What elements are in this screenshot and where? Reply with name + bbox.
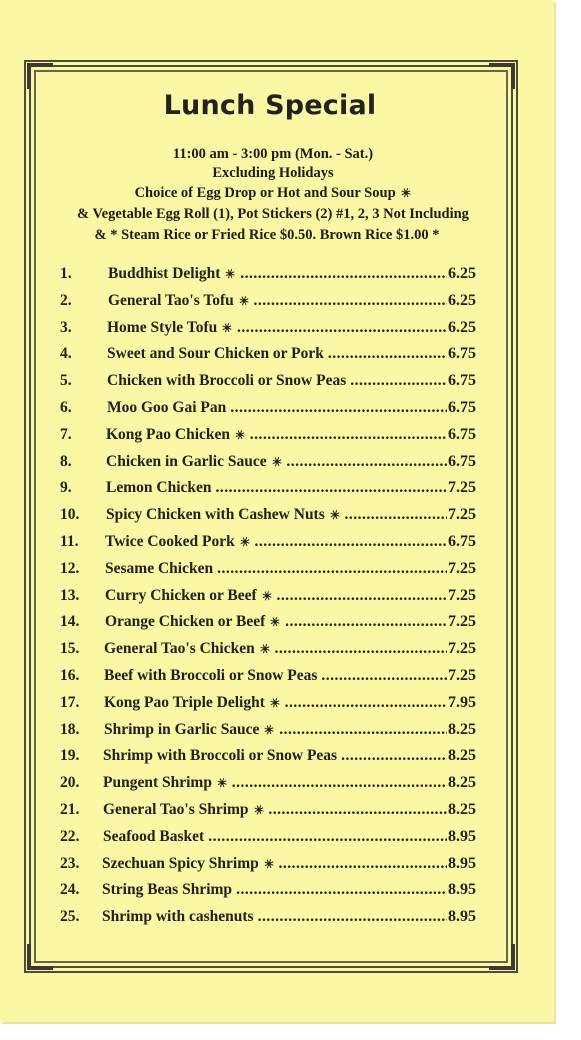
menu-item-line [106,506,476,528]
menu-item-price: 7.25 [448,586,476,604]
menu-item-name: Chicken with Broccoli or Snow Peas [107,372,347,390]
hours-line: 11:00 am - 3:00 pm (Mon. - Sat.) [172,146,374,162]
dot-leader [236,881,447,899]
menu-item [0,372,540,394]
dot-leader [268,801,447,819]
menu-item-line [107,399,476,421]
menu-item [0,640,540,662]
dot-leader [237,319,447,337]
menu-item-line [104,667,476,689]
menu-item-number: 6. [60,399,72,416]
menu-item [0,828,540,850]
hot-pepper-icon: ☀ [267,694,283,712]
menu-item-price: 8.95 [448,854,476,872]
menu-item-price: 6.25 [448,265,476,282]
menu-item-line [106,426,476,448]
menu-item-line [103,747,476,769]
menu-item-name: Seafood Basket [103,827,205,845]
menu-item-number: 11. [60,533,79,550]
menu-item-number: 19. [60,747,80,765]
menu-item-price: 6.75 [448,425,476,443]
menu-item-number: 9. [60,479,72,497]
menu-item-line [107,345,476,367]
holiday-note: Excluding Holidays [212,165,334,181]
menu-item [0,399,540,421]
dot-leader [279,721,447,739]
dot-leader [321,667,447,685]
dot-leader [341,747,447,765]
menu-item-number: 14. [60,613,80,631]
menu-item-price: 8.95 [448,827,476,845]
menu-item-number: 21. [60,801,80,818]
menu-item-name: Szechuan Spicy Shrimp [102,854,259,872]
menu-item-price: 8.25 [448,801,476,818]
menu-item [0,667,540,689]
hot-pepper-icon: ☀ [267,613,284,632]
menu-item-price: 6.75 [448,533,476,550]
menu-item-number: 12. [60,559,80,577]
menu-item [0,560,540,582]
menu-item-price: 7.25 [448,559,476,577]
dot-leader [274,640,447,658]
menu-item-number: 13. [60,586,80,604]
menu-item-number: 25. [60,908,80,926]
menu-item-number: 7. [60,425,72,443]
hot-pepper-icon: ☀ [261,721,278,739]
dot-leader [279,855,447,873]
menu-item [0,587,540,609]
menu-item [0,453,540,475]
menu-item-line [108,292,476,314]
menu-item [0,855,540,877]
menu-item-line [105,560,476,582]
menu-title: Lunch Special [163,90,377,121]
menu-item-line [105,533,476,555]
hot-pepper-icon: ☀ [327,506,343,524]
menu-item-line [102,881,476,903]
menu-item-name: Sesame Chicken [105,559,214,577]
dot-leader [285,694,447,712]
menu-item-name: Kong Pao Triple Delight [104,693,265,711]
menu-item-price: 8.95 [448,908,476,926]
dot-leader [217,560,447,578]
menu-item [0,613,540,635]
hot-pepper-icon: ☀ [261,855,277,873]
menu-item-number: 16. [60,667,80,684]
menu-item [0,533,540,555]
menu-item-name: Moo Goo Gai Pan [107,399,227,416]
hot-pepper-icon: ☀ [250,801,267,819]
menu-item-line [105,613,476,635]
menu-item-name: Shrimp with cashenuts [102,908,254,926]
menu-item-name: String Beas Shrimp [102,881,233,899]
hot-pepper-icon: ☀ [257,640,273,658]
hot-pepper-icon: ☀ [222,265,239,283]
menu-item-name: General Tao's Shrimp [103,801,249,818]
dot-leader [255,533,448,551]
menu-item-price: 7.25 [448,667,476,684]
menu-item [0,292,540,314]
menu-item-price: 7.25 [448,613,476,631]
dot-leader [345,506,447,524]
menu-item-line [104,721,476,743]
menu-item-line [103,801,476,823]
menu-item [0,774,540,796]
menu-item-line [104,640,476,662]
menu-item [0,265,540,287]
menu-item-line [105,587,476,609]
dot-leader [240,265,447,283]
menu-item-number: 24. [60,881,80,899]
menu-item-price: 8.25 [448,747,476,765]
menu-item [0,747,540,769]
menu-item-name: Kong Pao Chicken [106,425,231,443]
border-corner-ornament [489,944,515,970]
dot-leader [232,774,447,792]
menu-item-line [107,319,476,341]
dot-leader [250,426,447,444]
menu-item-price: 6.75 [448,399,476,416]
menu-item-number: 20. [60,774,80,792]
dot-leader [258,908,447,926]
menu-item-name: Shrimp in Garlic Sauce [104,720,260,738]
menu-item [0,694,540,716]
menu-item [0,908,540,930]
menu-item [0,479,540,501]
border-corner-ornament [27,944,53,970]
menu-item-number: 2. [60,291,72,309]
menu-item-number: 4. [60,345,72,363]
menu-item-name: Home Style Tofu [107,318,218,336]
menu-item-price: 6.75 [448,345,476,363]
dot-leader [254,292,447,310]
menu-item [0,345,540,367]
menu-item-number: 23. [60,854,80,872]
menu-item-number: 1. [60,265,72,282]
menu-item-price: 6.75 [448,372,476,390]
hot-pepper-icon: ☀ [232,426,249,444]
menu-item-name: Curry Chicken or Beef [105,586,257,604]
menu-item-number: 17. [60,693,80,711]
menu-item-number: 10. [60,506,80,524]
menu-item-line [107,372,476,394]
hot-pepper-icon: ☀ [259,587,275,605]
appetizer-choice-line: & Vegetable Egg Roll (1), Pot Stickers (2) #1, 2, 3 Not Including [77,206,469,222]
menu-item [0,721,540,743]
menu-item-number: 8. [60,452,72,470]
menu-item-name: Shrimp with Broccoli or Snow Peas [103,747,338,765]
dot-leader [285,613,447,631]
border-corner-ornament [489,63,515,89]
hot-pepper-icon: ☀ [236,292,252,310]
menu-item-price: 6.25 [448,291,476,309]
menu-item-price: 7.25 [448,640,476,658]
menu-item-price: 7.95 [448,693,476,711]
dot-leader [350,372,447,390]
menu-item-price: 8.95 [448,881,476,899]
menu-item [0,881,540,903]
menu-item-name: Beef with Broccoli or Snow Peas [104,667,318,684]
menu-item-name: General Tao's Tofu [108,291,234,309]
menu-item-line [108,265,476,287]
soup-choice-line: Choice of Egg Drop or Hot and Sour Soup ☀ [134,184,414,202]
menu-item-price: 8.25 [448,720,476,738]
dot-leader [216,479,448,497]
dot-leader [286,453,447,471]
menu-item-line [102,908,476,930]
menu-item-price: 6.75 [448,452,476,470]
menu-item-line [106,479,476,501]
border-corner-ornament [27,63,53,89]
menu-item-number: 3. [60,318,72,336]
menu-item [0,319,540,341]
dot-leader [230,399,447,417]
menu-item-line [103,774,476,796]
menu-item-name: Chicken in Garlic Sauce [106,452,267,470]
menu-item-name: General Tao's Chicken [104,640,255,658]
menu-item-name: Orange Chicken or Beef [105,613,266,631]
dot-leader [328,345,447,363]
hot-pepper-icon: ☀ [214,774,230,792]
menu-item-price: 7.25 [448,479,476,497]
menu-item-name: Spicy Chicken with Cashew Nuts [106,506,325,524]
menu-item-number: 18. [60,720,80,738]
menu-item-price: 6.25 [448,318,476,336]
menu-item-number: 15. [60,640,80,658]
menu-item-line [103,828,476,850]
hot-pepper-icon: ☀ [219,319,236,337]
menu-item-number: 22. [60,827,80,845]
menu-item-number: 5. [60,372,72,390]
rice-upcharge-line: & * Steam Rice or Fried Rice $0.50. Brown Rice $1.00 * [94,227,440,243]
menu-item-line [102,855,476,877]
dot-leader [208,828,447,846]
menu-item [0,801,540,823]
menu-item-name: Twice Cooked Pork [105,533,235,550]
menu-item-name: Pungent Shrimp [103,774,212,792]
menu-item-price: 7.25 [448,506,476,524]
hot-pepper-icon: ☀ [237,533,253,551]
menu-item-name: Sweet and Sour Chicken or Pork [107,345,324,363]
menu-item-price: 8.25 [448,774,476,792]
menu-item [0,506,540,528]
menu-item [0,426,540,448]
menu-item-name: Buddhist Delight [108,265,221,282]
menu-item-line [106,453,476,475]
menu-item-line [104,694,476,716]
hot-pepper-icon: ☀ [397,184,414,202]
hot-pepper-icon: ☀ [268,453,285,471]
dot-leader [276,587,447,605]
menu-item-name: Lemon Chicken [106,479,212,497]
